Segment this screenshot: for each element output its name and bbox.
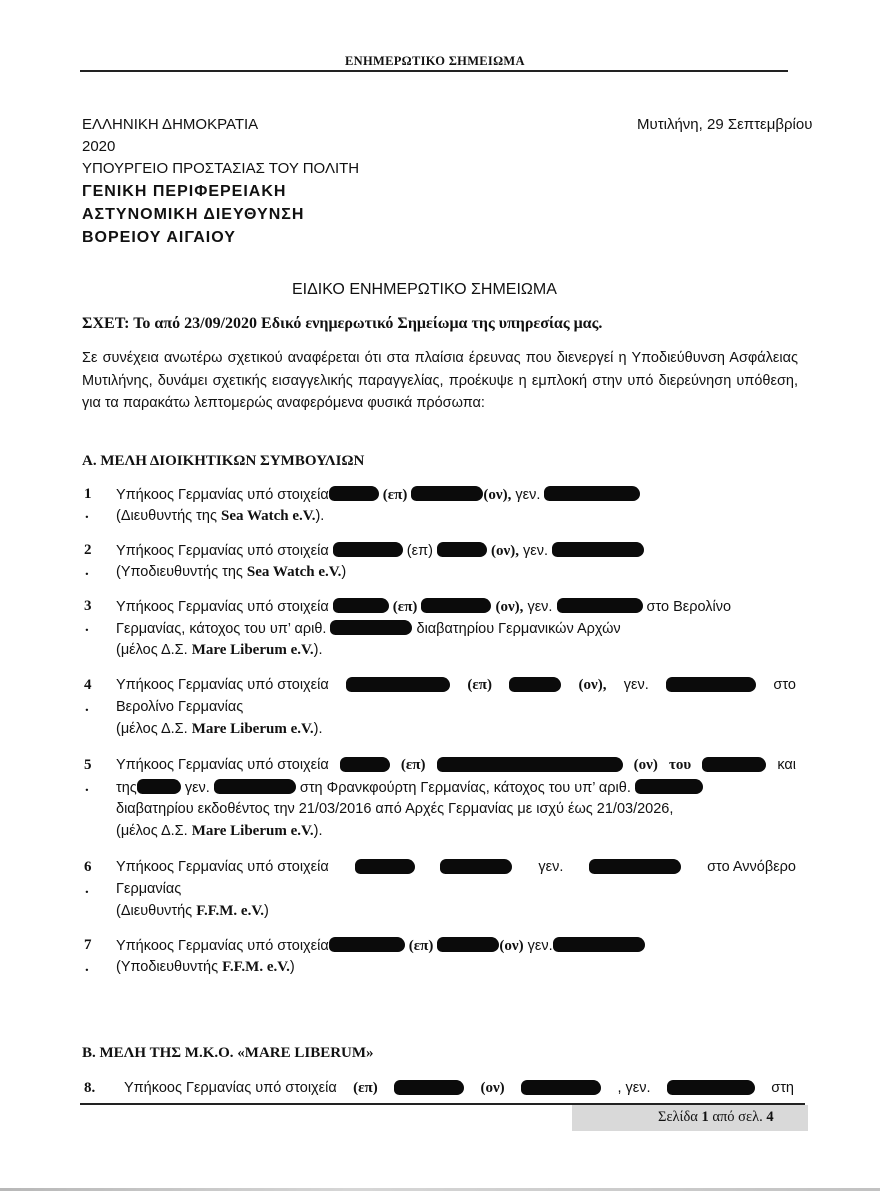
item-role: (Διευθυντής της Sea Watch e.V.). bbox=[116, 508, 325, 524]
redaction-mark bbox=[394, 1080, 464, 1095]
item-line: της γεν. στη Φρανκφούρτη Γερμανίας, κάτοχος του υπ’ αριθ. bbox=[116, 779, 703, 796]
section-a-heading: Α. ΜΕΛΗ ΔΙΟΙΚΗΤΙΚΩΝ ΣΥΜΒΟΥΛΙΩΝ bbox=[82, 453, 365, 469]
item-role: (μέλος Δ.Σ. Mare Liberum e.V.). bbox=[116, 721, 323, 737]
redaction-mark bbox=[437, 542, 487, 557]
redaction-mark bbox=[329, 937, 405, 952]
redaction-mark bbox=[355, 859, 415, 874]
redaction-mark bbox=[544, 486, 640, 501]
authority-line-aegean: ΒΟΡΕΙΟΥ ΑΙΓΑΙΟΥ bbox=[82, 229, 236, 246]
item-dot: . bbox=[85, 779, 89, 795]
item-line: Γερμανίας, κάτοχος του υπ’ αριθ. διαβατηρίου Γερμανικών Αρχών bbox=[116, 621, 621, 637]
item-number: 6 bbox=[84, 859, 92, 875]
redaction-mark bbox=[137, 779, 181, 794]
item-line: διαβατηρίου εκδοθέντος την 21/03/2016 από Αρχές Γερμανίας με ισχύ έως 21/03/2026, bbox=[116, 801, 674, 817]
item-line: Βερολίνο Γερμανίας bbox=[116, 699, 244, 715]
authority-line-year: 2020 bbox=[82, 138, 116, 155]
redaction-mark bbox=[557, 598, 643, 613]
item-number: 2 bbox=[84, 542, 92, 558]
item-line: Υπήκοος Γερμανίας υπό στοιχεία (επ) (ον) , γεν. στη bbox=[124, 1080, 794, 1096]
running-header-title: ΕΝΗΜΕΡΩΤΙΚΟ ΣΗΜΕΙΩΜΑ bbox=[345, 54, 525, 68]
item-dot: . bbox=[85, 699, 89, 715]
page-number: Σελίδα 1 από σελ. 4 bbox=[658, 1109, 774, 1125]
item-dot: . bbox=[85, 881, 89, 897]
item-number: 5 bbox=[84, 757, 92, 773]
authority-line-general: ΓΕΝΙΚΗ ΠΕΡΙΦΕΡΕΙΑΚΗ bbox=[82, 183, 287, 200]
item-line: Γερμανίας bbox=[116, 881, 182, 897]
intro-paragraph: Σε συνέχεια ανωτέρω σχετικού αναφέρεται ότι στα πλαίσια έρευνας που διενεργεί η Υποδιεύθυνση Ασφάλειας Μυτιλήνης, δυνάμει σχετικής εισαγγελικής παραγγελίας, προέκυψε η εμπλοκή στην υπό διερεύνηση υπόθεση, για τα παρακάτω λεπτομερώς αναφερόμενα φυσικά πρόσωπα: bbox=[82, 350, 798, 411]
redaction-mark bbox=[667, 1080, 755, 1095]
redaction-mark bbox=[509, 677, 561, 692]
item-line: Υπήκοος Γερμανίας υπό στοιχεία (επ) (ον) γεν. bbox=[116, 937, 645, 955]
redaction-mark bbox=[437, 937, 499, 952]
item-role: (μέλος Δ.Σ. Mare Liberum e.V.). bbox=[116, 823, 323, 839]
redaction-mark bbox=[440, 859, 512, 874]
redaction-mark bbox=[589, 859, 681, 874]
item-dot: . bbox=[85, 506, 89, 522]
redaction-mark bbox=[411, 486, 483, 501]
authority-line-police: ΑΣΤΥΝΟΜΙΚΗ ΔΙΕΥΘΥΝΣΗ bbox=[82, 206, 305, 223]
item-dot: . bbox=[85, 619, 89, 635]
redaction-mark bbox=[521, 1080, 601, 1095]
item-number: 4 bbox=[84, 677, 92, 693]
document-subject: ΣΧΕΤ: Το από 23/09/2020 Εδικό ενημερωτικό Σημείωμα της υπηρεσίας μας. bbox=[82, 315, 603, 332]
item-role: (Διευθυντής F.F.M. e.V.) bbox=[116, 903, 269, 919]
authority-line-ministry: ΥΠΟΥΡΓΕΙΟ ΠΡΟΣΤΑΣΙΑΣ ΤΟΥ ΠΟΛΙΤΗ bbox=[82, 160, 360, 177]
redaction-mark bbox=[421, 598, 491, 613]
redaction-mark bbox=[553, 937, 645, 952]
scan-edge-artifact bbox=[0, 1188, 880, 1191]
redaction-mark bbox=[214, 779, 296, 794]
item-dot: . bbox=[85, 959, 89, 975]
authority-line-republic: ΕΛΛΗΝΙΚΗ ΔΗΜΟΚΡΑΤΙΑ bbox=[82, 116, 259, 133]
item-line: Υπήκοος Γερμανίας υπό στοιχεία (επ) (ον) του και bbox=[116, 757, 796, 773]
item-role: (Υποδιευθυντής της Sea Watch e.V.) bbox=[116, 564, 347, 580]
item-number: 7 bbox=[84, 937, 92, 953]
redaction-mark bbox=[437, 757, 623, 772]
item-number: 1 bbox=[84, 486, 92, 502]
document-title: ΕΙΔΙΚΟ ΕΝΗΜΕΡΩΤΙΚΟ ΣΗΜΕΙΩΜΑ bbox=[292, 281, 557, 298]
redaction-mark bbox=[340, 757, 390, 772]
item-line: Υπήκοος Γερμανίας υπό στοιχεία (επ) (ον), γεν. bbox=[116, 486, 640, 504]
item-line: Υπήκοος Γερμανίας υπό στοιχεία γεν. στο Αννόβερο bbox=[116, 859, 796, 875]
item-line: Υπήκοος Γερμανίας υπό στοιχεία (επ) (ον), γεν. στο bbox=[116, 677, 796, 693]
item-number: 8. bbox=[84, 1080, 96, 1096]
redaction-mark bbox=[346, 677, 450, 692]
redaction-mark bbox=[333, 542, 403, 557]
item-number: 3 bbox=[84, 598, 92, 614]
item-line: Υπήκοος Γερμανίας υπό στοιχεία (επ) (ον), γεν. bbox=[116, 542, 644, 560]
redaction-mark bbox=[330, 620, 412, 635]
redaction-mark bbox=[666, 677, 756, 692]
redaction-mark bbox=[635, 779, 703, 794]
section-b-heading: Β. ΜΕΛΗ ΤΗΣ Μ.Κ.Ο. «MARE LIBERUM» bbox=[82, 1045, 374, 1061]
item-role: (Υποδιευθυντής F.F.M. e.V.) bbox=[116, 959, 295, 975]
redaction-mark bbox=[552, 542, 644, 557]
document-date: Μυτιλήνη, 29 Σεπτεμβρίου bbox=[637, 116, 813, 133]
redaction-mark bbox=[702, 757, 766, 772]
item-line: Υπήκοος Γερμανίας υπό στοιχεία (επ) (ον), γεν. στο Βερολίνο bbox=[116, 599, 732, 615]
item-dot: . bbox=[85, 563, 89, 579]
header-rule bbox=[80, 70, 788, 72]
redaction-mark bbox=[333, 598, 389, 613]
redaction-mark bbox=[329, 486, 379, 501]
item-role: (μέλος Δ.Σ. Mare Liberum e.V.). bbox=[116, 642, 323, 658]
